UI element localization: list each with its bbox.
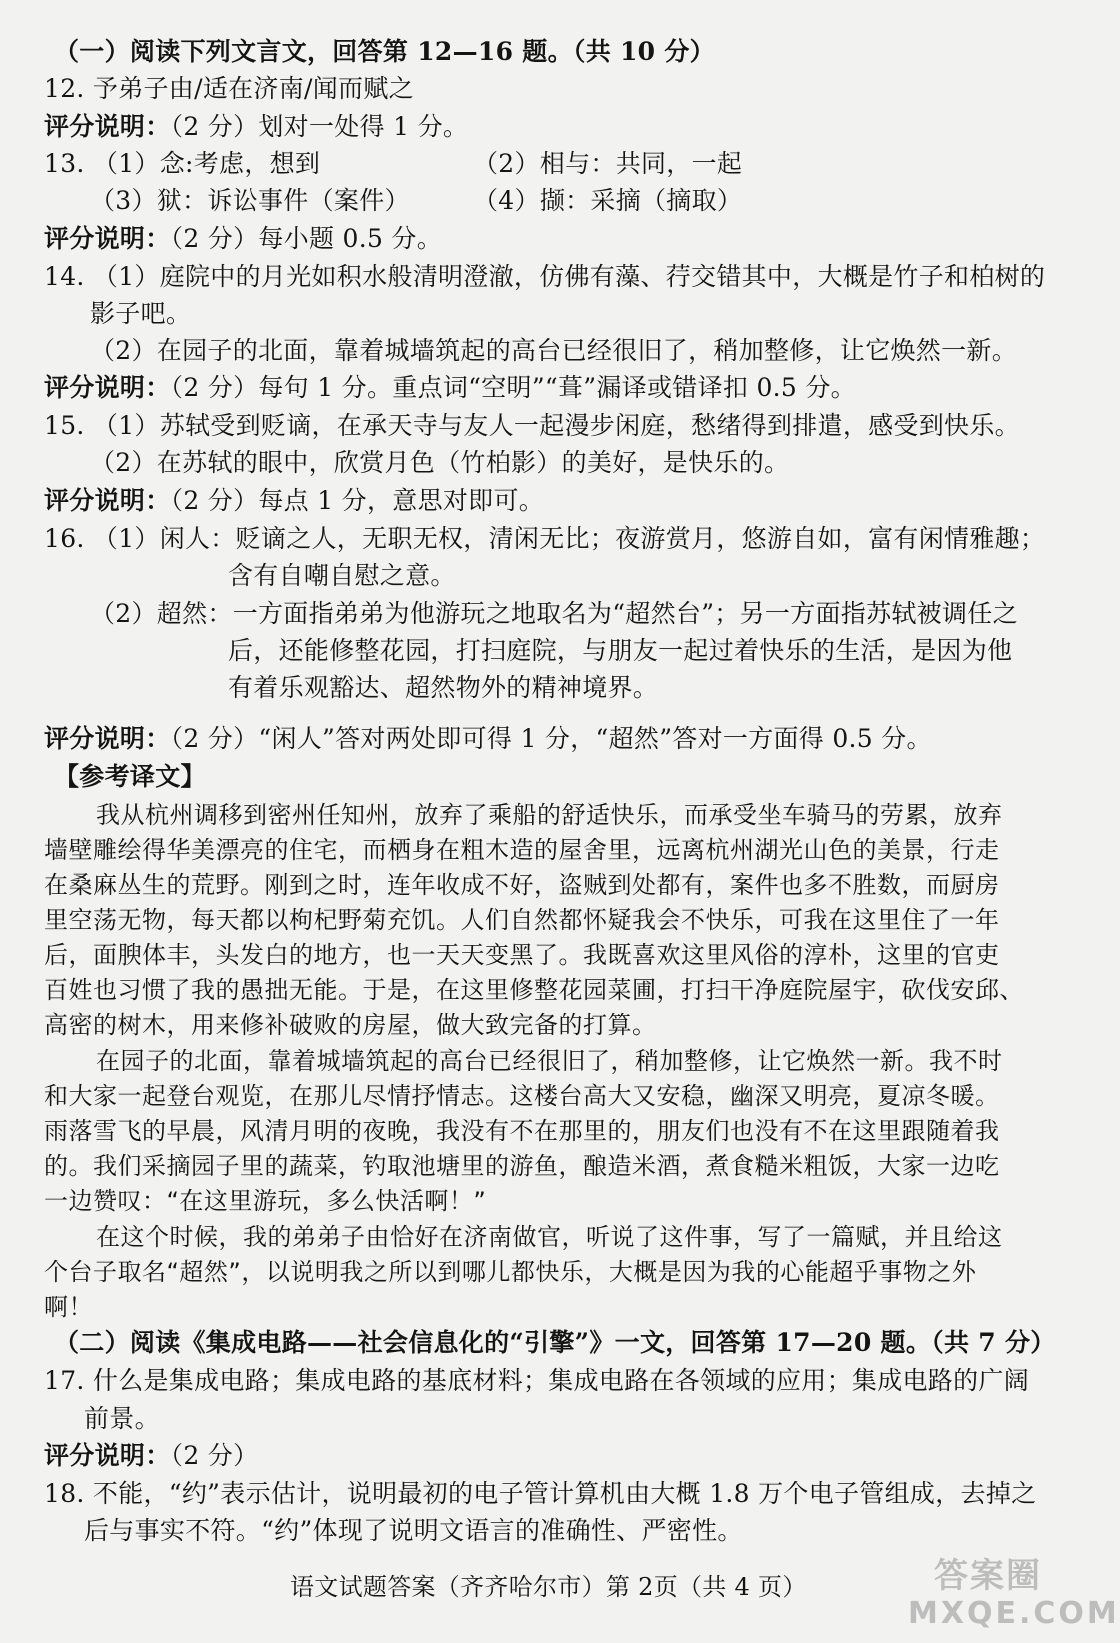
scoring-label: 评分说明： [44,224,171,253]
site-watermark [908,1555,1120,1637]
q15-scoring [44,484,544,518]
scoring-text: （2 分） [170,1441,259,1470]
q16-item-2-line-3: 有着乐观豁达、超然物外的精神境界。 [228,673,659,702]
translation-line: 百姓也习惯了我的愚拙无能。于是，在这里修整花园菜圃，打扫干净庭院屋宇，砍伐安邱、 [44,976,1024,1004]
translation-line: 在桑麻丛生的荒野。刚到之时，连年收成不好，盗贼到处都有，案件也多不胜数，而厨房 [44,871,1000,899]
translation-line: 在园子的北面，靠着城墙筑起的高台已经很旧了，稍加整修，让它焕然一新。我不时 [96,1047,1003,1075]
translation-line: 我从杭州调移到密州任知州，放弃了乘船的舒适快乐，而承受坐车骑马的劳累，放弃 [96,801,1003,829]
q17-scoring [44,1439,258,1473]
translation-line: 后，面腴体丰，头发白的地方，也一天天变黑了。我既喜欢这里风俗的淳朴，这里的官吏 [44,941,1000,969]
scoring-text: （2 分）“闲人”答对两处即可得 1 分，“超然”答对一方面得 0.5 分。 [170,724,932,753]
scoring-label: 评分说明： [44,1441,171,1470]
scoring-text: （2 分）每点 1 分，意思对即可。 [170,486,545,515]
translation-line: 在这个时候，我的弟弟子由恰好在济南做官，听说了这件事，写了一篇赋，并且给这 [96,1223,1003,1251]
q15-item-1: 15. （1）苏轼受到贬谪，在承天寺与友人一起漫步闲庭，愁绪得到排遣，感受到快乐。 [44,411,1020,440]
scoring-label: 评分说明： [44,486,171,515]
q16-item-2-line-2: 后，还能修整花园，打扫庭院，与朋友一起过着快乐的生活，是因为他 [228,636,1013,665]
translation-line: 高密的树木，用来修补破败的房屋，做大致完备的打算。 [44,1011,657,1039]
q16-scoring [44,722,932,756]
q12-answer: 12. 予弟子由/适在济南/闻而赋之 [44,74,414,103]
q15-item-2: （2）在苏轼的眼中，欣赏月色（竹柏影）的美好，是快乐的。 [90,448,790,477]
page-footer: 语文试题答案（齐齐哈尔市）第 2页（共 4 页） [290,1573,807,1601]
q16-item-1-line-1: 16. （1）闲人：贬谪之人，无职无权，清闲无比；夜游赏月，悠游自如，富有闲情雅趣； [44,524,1046,553]
q13-item-4: （4）撷：采摘（摘取） [473,186,743,215]
q14-scoring [44,371,856,405]
section-2-heading: （二）阅读《集成电路——社会信息化的“引擎”》一文，回答第 17—20 题。（共 7 分） [54,1328,1056,1357]
q13-item-2: （2）相与：共同，一起 [473,149,743,178]
q17-line-2: 前景。 [84,1404,160,1433]
q14-item-1-line-1: 14. （1）庭院中的月光如积水般清明澄澈，仿佛有藻、荇交错其中，大概是竹子和柏树的 [44,262,1046,291]
translation-line: 个台子取名“超然”，以说明我之所以到哪儿都快乐，大概是因为我的心能超乎事物之外 [44,1258,977,1286]
translation-line: 里空荡无物，每天都以枸杞野菊充饥。人们自然都怀疑我会不快乐，可我在这里住了一年 [44,906,1000,934]
scoring-text: （2 分）每小题 0.5 分。 [170,224,443,253]
translation-line: 啊！ [44,1293,93,1321]
scoring-label: 评分说明： [44,112,171,141]
translation-line: 雨落雪飞的早晨，风清月明的夜晚，我没有不在那里的，朋友们也没有不在这里跟随着我 [44,1117,1000,1145]
q18-line-2: 后与事实不符。“约”体现了说明文语言的准确性、严密性。 [84,1516,743,1545]
scoring-label: 评分说明： [44,724,171,753]
translation-line: 一边赞叹：“在这里游玩，多么快活啊！” [44,1187,487,1215]
scoring-label: 评分说明： [44,373,171,402]
q12-scoring [44,110,468,144]
q16-item-2-line-1: （2）超然：一方面指弟弟为他游玩之地取名为“超然台”；另一方面指苏轼被调任之 [90,599,1018,628]
translation-line: 的。我们采摘园子里的蔬菜，钓取池塘里的游鱼，酿造米酒，煮食糙米粗饭，大家一边吃 [44,1152,1000,1180]
watermark-domain: MXQE.COM [908,1596,1120,1631]
q16-item-1-line-2: 含有自嘲自慰之意。 [228,561,456,590]
q13-item-1: 13. （1）念:考虑，想到 [44,149,321,178]
scoring-text: （2 分）每句 1 分。重点词“空明”“葺”漏译或错译扣 0.5 分。 [170,373,856,402]
q14-item-1-line-2: 影子吧。 [90,299,192,328]
q18-line-1: 18. 不能，“约”表示估计，说明最初的电子管计算机由大概 1.8 万个电子管组成，去掉之 [44,1479,1037,1508]
translation-line: 和大家一起登台观览，在那儿尽情抒情志。这楼台高大又安稳，幽深又明亮，夏凉冬暖。 [44,1082,1000,1110]
watermark-logo-text: 答案圈 [934,1556,1042,1596]
scoring-text: （2 分）划对一处得 1 分。 [170,112,469,141]
section-1-heading: （一）阅读下列文言文，回答第 12—16 题。（共 10 分） [54,37,715,66]
q14-item-2: （2）在园子的北面，靠着城墙筑起的高台已经很旧了，稍加整修，让它焕然一新。 [90,336,1018,365]
q17-line-1: 17. 什么是集成电路；集成电路的基底材料；集成电路在各领域的应用；集成电路的广阔 [44,1366,1030,1395]
q13-item-3: （3）狱：诉讼事件（案件） [90,186,410,215]
translation-title: 【参考译文】 [54,762,206,791]
translation-line: 墙壁雕绘得华美漂亮的住宅，而栖身在粗木造的屋舍里，远离杭州湖光山色的美景，行走 [44,836,1000,864]
q13-scoring [44,222,442,256]
